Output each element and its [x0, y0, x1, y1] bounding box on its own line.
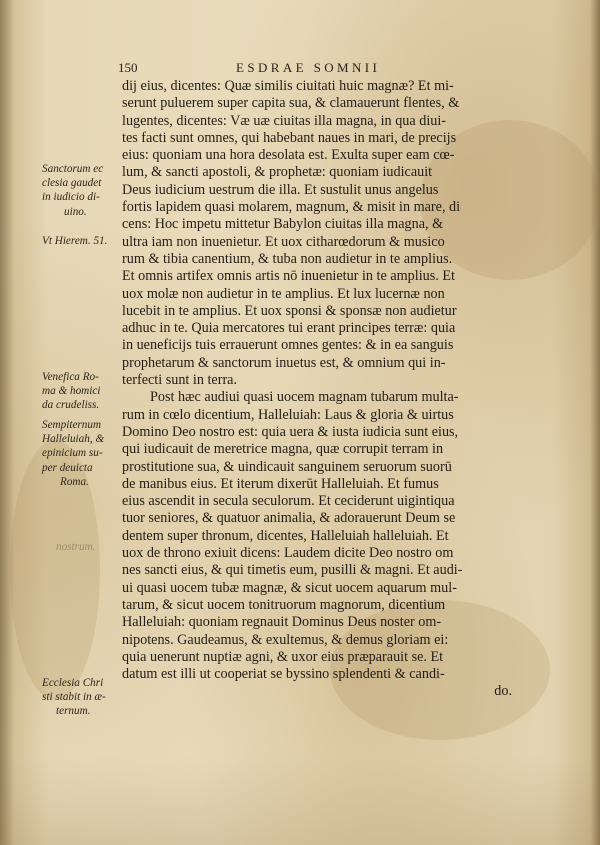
- text-line: in ueneficijs tuis errauerunt omnes gentes: & in ea sanguis: [122, 337, 454, 354]
- text-line: ui quasi uocem tubæ magnæ, & sicut uocem aquarum mul-: [122, 579, 457, 596]
- text-line: uox molæ non audietur in te amplius. Et lux lucernæ non: [122, 285, 445, 302]
- text-line: serunt puluerem super capita sua, & clamauerunt flentes, &: [122, 95, 460, 112]
- page-edge-left: [0, 0, 14, 845]
- margin-note-line: ternum.: [56, 705, 91, 718]
- text-line: fortis lapidem quasi molarem, magnum, & misit in mare, di: [122, 199, 461, 216]
- margin-note-line: nostrum.: [56, 541, 96, 553]
- page-header: [118, 60, 538, 80]
- margin-note-line: clesia gaudet: [42, 177, 102, 190]
- margin-note: [42, 162, 122, 219]
- text-line: dij eius, dicentes: Quæ similis ciuitati huic magnæ? Et mi-: [122, 78, 454, 94]
- margin-note-line: in iudicio di-: [42, 191, 100, 204]
- final-word: do.: [494, 683, 512, 700]
- margin-note: [42, 676, 122, 719]
- text-line: Post hæc audiui quasi uocem magnam tubarum multa-: [150, 389, 459, 406]
- text-line: terfecti sunt in terra.: [122, 372, 238, 389]
- text-line: Et omnis artifex omnis artis nō inuenietur in te amplius. Et: [122, 268, 455, 285]
- text-line: lucebit in te amplius. Et uox sponsi & sponsæ non audietur: [122, 302, 457, 319]
- text-line: nipotens. Gaudeamus, & exultemus, & demus gloriam ei:: [122, 631, 449, 648]
- margin-note: [42, 234, 122, 248]
- text-line: dentem super thronum, dicentes, Halleluiah halleluiah. Et: [122, 527, 449, 544]
- text-line: nes sancti eius, & qui timetis eum, pusilli & magni. Et audi-: [122, 562, 463, 579]
- text-line: qui iudicauit de meretrice magna, quæ corrupit terram in: [122, 441, 444, 458]
- margin-note-line: per deuicta: [42, 461, 93, 474]
- text-line: de manibus eius. Et iterum dixerūt Halleluiah. Et fumus: [122, 475, 439, 492]
- page-edge-right: [590, 0, 600, 845]
- text-line: datum est illi ut cooperiat se byssino splendenti & candi-: [122, 666, 445, 683]
- text-line: rum in cœlo dicentium, Halleluiah: Laus & gloria & uirtus: [122, 406, 454, 423]
- text-line: cens: Hoc impetu mittetur Babylon ciuitas illa magna, &: [122, 216, 444, 233]
- margin-note-line: sti stabit in æ-: [42, 691, 106, 704]
- margin-note-line: ma & homici: [42, 385, 101, 398]
- margin-note-line: Vt Hierem. 51.: [42, 235, 108, 247]
- running-title: ESDRAE SOMNII: [236, 60, 381, 75]
- text-line: lum, & sancti apostoli, & prophetæ: quoniam iudicauit: [122, 164, 433, 181]
- text-line: quia uenerunt nuptiæ agni, & uxor eius præparauit se. Et: [122, 648, 444, 665]
- margin-note-line: uino.: [64, 205, 87, 218]
- text-line: Halleluiah: quoniam regnauit Dominus Deus noster om-: [122, 614, 442, 631]
- text-line: eius: quoniam una hora desolata est. Exulta super eam cœ-: [122, 147, 455, 164]
- text-line: uox de throno exiuit dicens: Laudem dicite Deo nostro om: [122, 545, 454, 562]
- margin-note-line: Sempiternum: [42, 419, 102, 431]
- text-line: tuor seniores, & quatuor animalia, & adorauerunt Deum se: [122, 510, 456, 527]
- bottom-wear: [0, 755, 600, 845]
- margin-note-line: epinicium su-: [42, 447, 103, 460]
- text-line: eius ascendit in secula seculorum. Et ceciderunt uigintiqua: [122, 493, 455, 510]
- margin-note-line: Venefica Ro-: [42, 371, 99, 383]
- margin-note-line: Roma.: [60, 475, 89, 488]
- text-line: prophetarum & sanctorum inuetus est, & omnium qui in-: [122, 354, 446, 371]
- margin-note-line: Halleluiah, &: [42, 433, 105, 446]
- text-line: tes facti sunt omnes, qui habebant naues in mari, de precijs: [122, 129, 457, 146]
- margin-note-line: Sanctorum ec: [42, 163, 104, 175]
- main-text-block: [122, 78, 542, 701]
- text-line: rum & tibia canentium, & tuba non audietur in te amplius.: [122, 250, 453, 267]
- text-line: lugentes, dicentes: Væ uæ ciuitas illa magna, in qua diui-: [122, 112, 447, 129]
- text-line: Domino Deo nostro est: quia uera & iusta iudicia sunt eius,: [122, 423, 459, 440]
- text-line: ultra iam non inuenietur. Et uox citharœdorum & musico: [122, 233, 445, 250]
- margin-note: [42, 370, 122, 413]
- text-line: adhuc in te. Quia mercatores tui erant principes terræ: quia: [122, 320, 456, 337]
- text-line: Deus iudicium uestrum die illa. Et sustulit unus angelus: [122, 181, 439, 198]
- margin-note-faded: [42, 540, 122, 554]
- page-number: 150: [118, 60, 138, 75]
- margin-note-line: da crudeliss.: [42, 399, 100, 412]
- text-line: prostitutione sua, & uindicauit sanguinem seruorum suorū: [122, 458, 452, 475]
- text-line: tarum, & sicut uocem tonitruorum magnorum, dicentium: [122, 596, 446, 613]
- margin-note-line: Ecclesia Chri: [42, 677, 104, 689]
- margin-note: [42, 418, 122, 489]
